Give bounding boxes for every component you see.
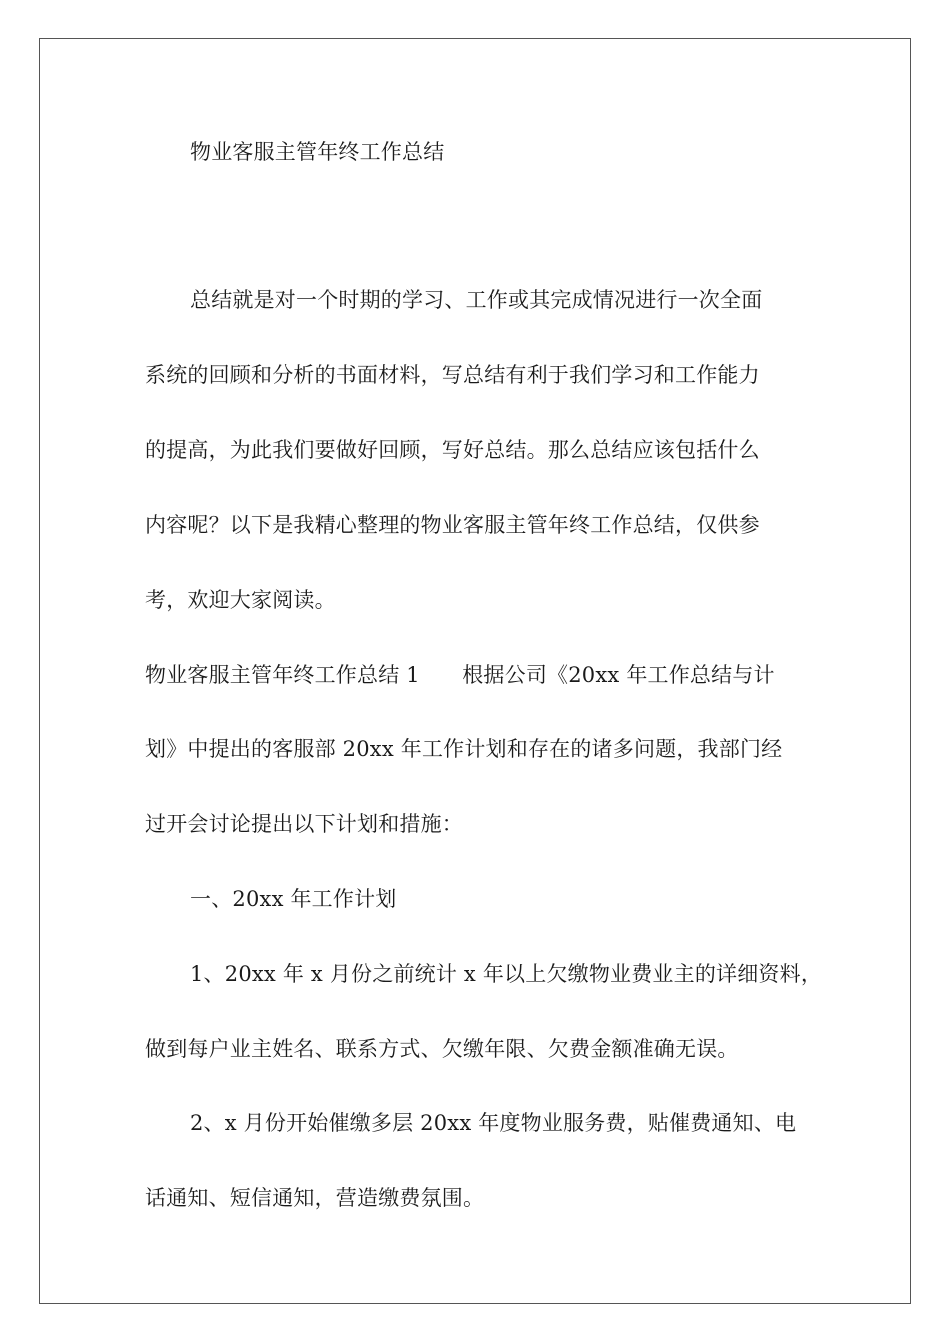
text-line: 的提高，为此我们要做好回顾，写好总结。那么总结应该包括什么: [145, 438, 760, 462]
text-line: 总结就是对一个时期的学习、工作或其完成情况进行一次全面: [190, 288, 763, 312]
text-line: 系统的回顾和分析的书面材料，写总结有利于我们学习和工作能力: [145, 363, 760, 387]
text-line: 2、x 月份开始催缴多层 20xx 年度物业服务费，贴催费通知、电: [190, 1111, 797, 1135]
document-title: 物业客服主管年终工作总结: [190, 140, 445, 164]
section-heading: 一、20xx 年工作计划: [190, 887, 397, 911]
text-line: 内容呢？以下是我精心整理的物业客服主管年终工作总结，仅供参: [145, 513, 760, 537]
text-line: 过开会讨论提出以下计划和措施：: [145, 812, 463, 836]
text-line: 考，欢迎大家阅读。: [145, 588, 336, 612]
text-line: 物业客服主管年终工作总结 1 根据公司《20xx 年工作总结与计: [145, 663, 775, 687]
text-line: 做到每户业主姓名、联系方式、欠缴年限、欠费金额准确无误。: [145, 1037, 739, 1061]
text-line: 1、20xx 年 x 月份之前统计 x 年以上欠缴物业费业主的详细资料，: [190, 962, 823, 986]
text-line: 话通知、短信通知，营造缴费氛围。: [145, 1186, 485, 1210]
text-line: 划》中提出的客服部 20xx 年工作计划和存在的诸多问题，我部门经: [145, 737, 783, 761]
